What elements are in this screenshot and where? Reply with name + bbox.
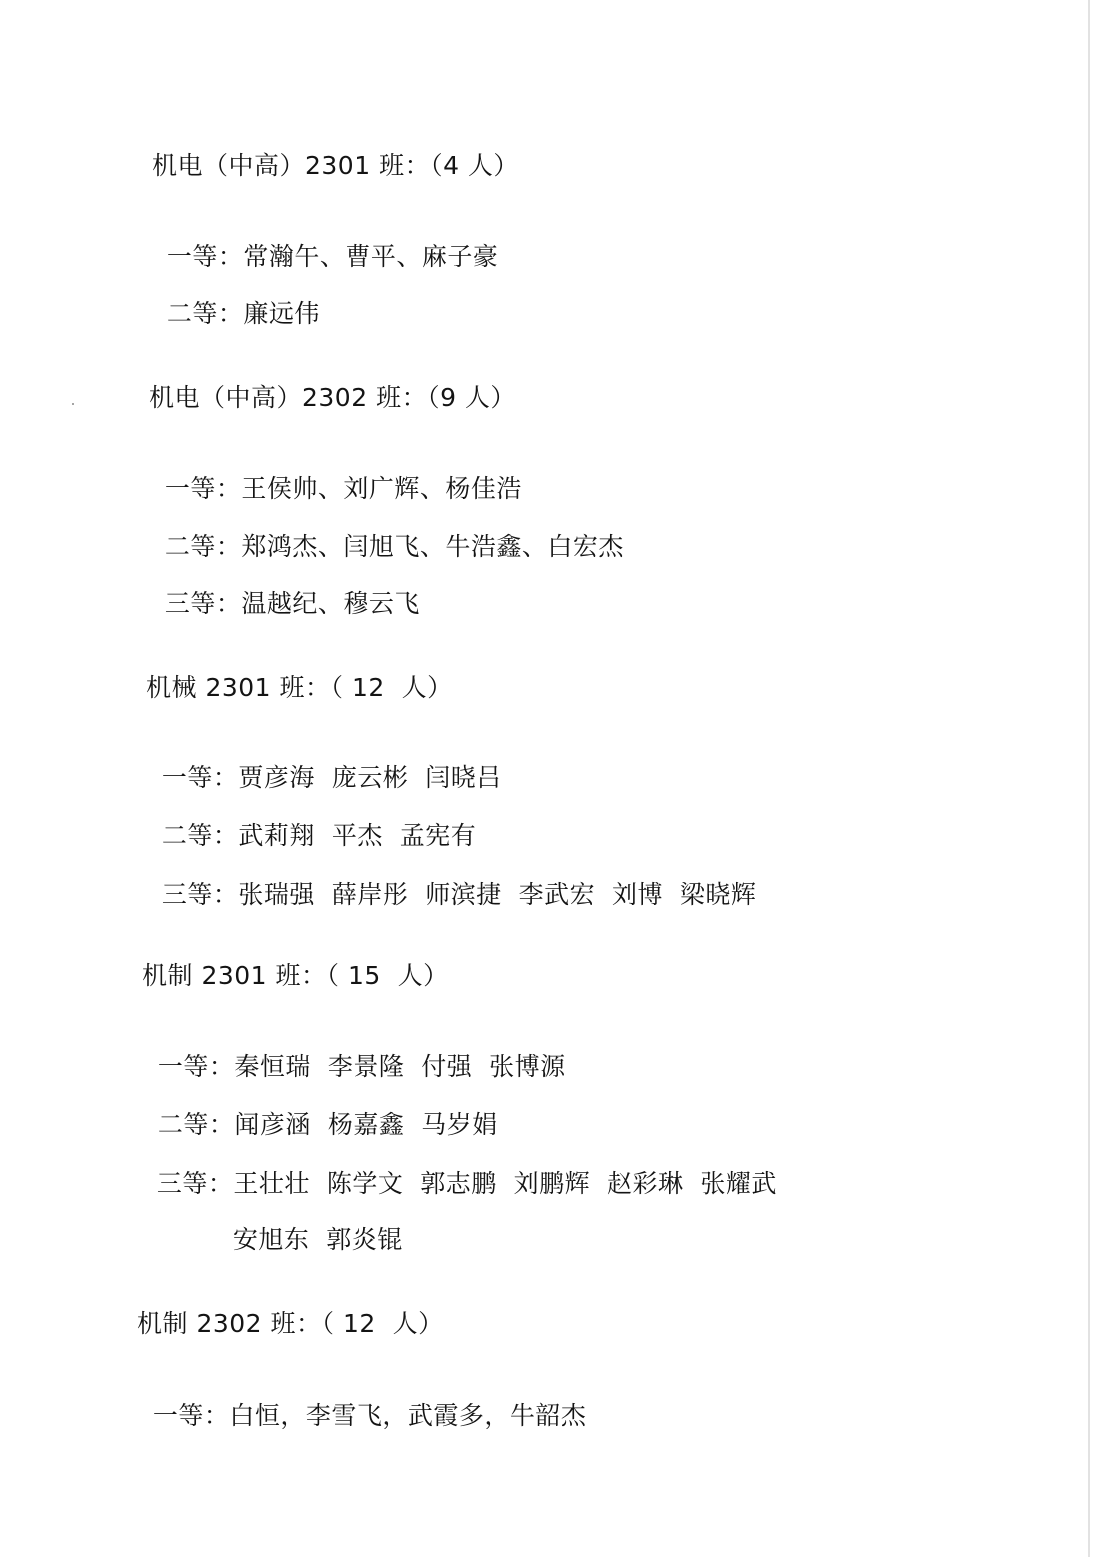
award-level-label: 一等： <box>152 1401 230 1430</box>
award-level-label: 二等： <box>164 532 242 561</box>
award-names: 闻彦涵 杨嘉鑫 马岁娟 <box>234 1110 498 1139</box>
award-level-label: 二等： <box>161 821 239 850</box>
section-3-line-3 <box>145 847 756 911</box>
award-level-label: 一等： <box>166 242 244 271</box>
section-5-header: 机制 2302 班：（ 12 人） <box>137 1309 444 1338</box>
section-5-line-1 <box>136 1368 586 1432</box>
award-names: 张瑞强 薛岸彤 师滨捷 李武宏 刘博 梁晓辉 <box>238 880 757 909</box>
section-1-header: 机电（中高）2301 班：（4 人） <box>152 151 519 180</box>
section-1-line-1 <box>150 209 498 273</box>
section-3-header: 机械 2301 班：（ 12 人） <box>146 673 453 702</box>
scan-speck <box>72 403 74 405</box>
section-2-line-3 <box>148 556 420 620</box>
award-names: 常瀚午、曹平、麻子豪 <box>243 242 499 271</box>
section-1-line-2 <box>150 266 320 330</box>
section-4-header: 机制 2301 班：（ 15 人） <box>142 961 449 990</box>
section-4-line-4 <box>216 1192 403 1256</box>
award-level-label: 一等： <box>161 763 239 792</box>
award-names: 贾彦海 庞云彬 闫晓吕 <box>238 763 502 792</box>
award-names: 白恒，李雪飞，武霞多，牛韶杰 <box>229 1401 587 1430</box>
section-4-line-1 <box>141 1019 566 1083</box>
section-4-line-2 <box>141 1077 498 1141</box>
award-names: 郑鸿杰、闫旭飞、牛浩鑫、白宏杰 <box>241 532 624 561</box>
section-2-header: 机电（中高）2302 班：（9 人） <box>149 383 516 412</box>
award-level-label: 三等： <box>156 1169 234 1198</box>
award-names: 王侯帅、刘广辉、杨佳浩 <box>241 474 522 503</box>
award-level-label: 三等： <box>161 880 239 909</box>
award-names: 秦恒瑞 李景隆 付强 张博源 <box>234 1052 566 1081</box>
section-2-line-2 <box>148 499 624 563</box>
award-names: 安旭东 郭炎锟 <box>232 1225 403 1254</box>
award-names: 温越纪、穆云飞 <box>241 589 420 618</box>
award-level-label: 一等： <box>164 474 242 503</box>
award-names: 王壮壮 陈学文 郭志鹏 刘鹏辉 赵彩琳 张耀武 <box>233 1169 777 1198</box>
award-level-label: 二等： <box>157 1110 235 1139</box>
award-level-label: 一等： <box>157 1052 235 1081</box>
award-names: 武莉翔 平杰 孟宪有 <box>238 821 477 850</box>
section-3-line-1 <box>145 730 502 794</box>
section-3-line-2 <box>145 788 476 852</box>
page-edge <box>1088 0 1090 1557</box>
section-4-line-3 <box>140 1136 777 1200</box>
award-level-label: 二等： <box>166 299 244 328</box>
section-2-line-1 <box>148 441 522 505</box>
award-level-label: 三等： <box>164 589 242 618</box>
award-names: 廉远伟 <box>243 299 320 328</box>
